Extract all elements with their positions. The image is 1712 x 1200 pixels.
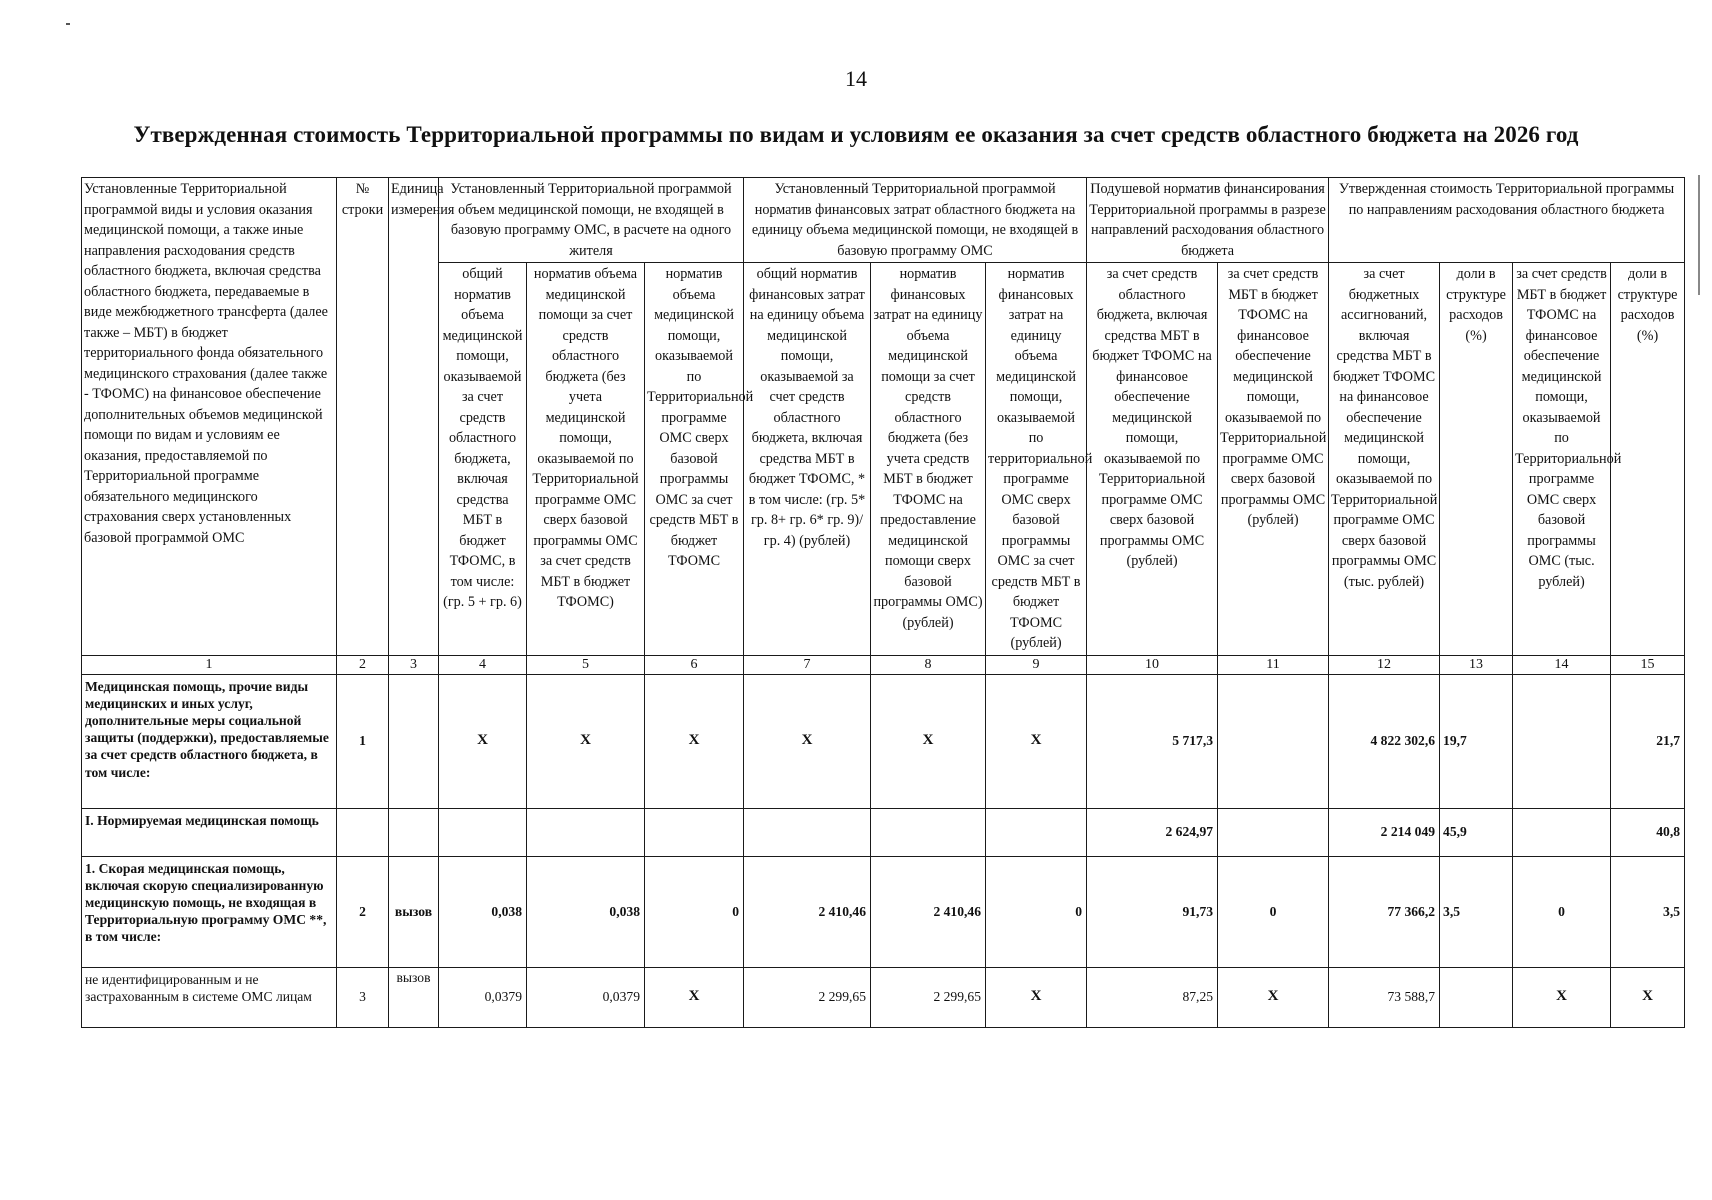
header-group-norm-text: Установленный Территориальной программой норматив финансовых затрат областного бюджета на единицу объема медицинской помощи, не входящей в базовую программу ОМС	[751, 181, 1079, 259]
header-col5-text: норматив объема медицинской помощи за счет средств областного бюджета (без учета медицинской помощи, оказываемой по Территориальной программе ОМС сверх базовой программы ОМС за счет средств МБТ в бюджет ТФОМС)	[532, 266, 639, 610]
table-row-normalized	[82, 808, 1685, 856]
header-col8-text: норматив финансовых затрат на единицу объема медицинской помощи за счет средств областного бюджета (без учета средств МБТ в бюджет ТФОМС на предоставление медицинской помощи сверх базовой программы ОМС) (рублей)	[873, 266, 983, 631]
cell-col6: 0	[645, 856, 744, 967]
column-number: 10	[1087, 655, 1218, 674]
cell-col4: 0,0379	[439, 967, 527, 1027]
row-name: не идентифицированным и не застрахованным в системе ОМС лицам	[82, 967, 337, 1027]
cell-col5	[527, 808, 645, 856]
header-col14	[1513, 263, 1622, 656]
cell-col13: 3,5	[1440, 856, 1513, 967]
table-row-ambulance	[82, 856, 1685, 967]
cell-col14	[1513, 674, 1611, 808]
header-col3-text: Единица измерения	[391, 181, 455, 218]
cell-col15: Х	[1611, 967, 1685, 1027]
table-row-uninsured	[82, 967, 1685, 1027]
row-name: I. Нормируемая медицинская помощь	[82, 808, 337, 856]
cell-col12: 77 366,2	[1329, 856, 1440, 967]
header-group-percapita	[1087, 178, 1329, 263]
column-number: 9	[986, 655, 1087, 674]
page-title: Утвержденная стоимость Территориальной программы по видам и условиям ее оказания за счет средств областного бюджета на 2026 год	[133, 122, 1579, 147]
cell-col7: 2 410,46	[744, 856, 871, 967]
cell-col4: Х	[439, 674, 527, 808]
row-unit: вызов	[389, 967, 439, 1027]
header-col15-text: доли в структуре расходов (%)	[1617, 266, 1678, 344]
header-col13-text: доли в структуре расходов (%)	[1446, 266, 1506, 344]
header-group-cost	[1329, 178, 1685, 263]
cell-col10: 87,25	[1087, 967, 1218, 1027]
header-col6	[645, 263, 754, 656]
row-unit	[389, 674, 439, 808]
cell-col15: 40,8	[1611, 808, 1685, 856]
column-number: 1	[82, 655, 337, 674]
column-number: 3	[389, 655, 439, 674]
cell-col13: 19,7	[1440, 674, 1513, 808]
scan-edge-line	[1698, 175, 1700, 295]
row-name: Медицинская помощь, прочие виды медицинских и иных услуг, дополнительные меры социальной защиты (поддержки), предоставляемые за счет средств областного бюджета, в том числе:	[82, 674, 337, 808]
column-number-row	[82, 655, 1685, 674]
cell-col8: 2 299,65	[871, 967, 986, 1027]
header-col13	[1440, 263, 1513, 656]
header-col11	[1218, 263, 1329, 656]
header-col14-text: за счет средств МБТ в бюджет ТФОМС на финансовое обеспечение медицинской помощи, оказываемой по Территориальной программе ОМС сверх базовой программы ОМС (тыс. рублей)	[1515, 266, 1622, 590]
header-col12	[1329, 263, 1440, 656]
row-line-number: 3	[337, 967, 389, 1027]
column-number: 4	[439, 655, 527, 674]
cell-col7	[744, 808, 871, 856]
cell-col12: 2 214 049	[1329, 808, 1440, 856]
cell-col12: 4 822 302,6	[1329, 674, 1440, 808]
row-name: 1. Скорая медицинская помощь, включая скорую специализированную медицинскую помощь, не входящая в Территориальную программу ОМС **, в том числе:	[82, 856, 337, 967]
cell-col15: 21,7	[1611, 674, 1685, 808]
cell-col7: 2 299,65	[744, 967, 871, 1027]
header-col4-text: общий норматив объема медицинской помощи, оказываемой за счет средств областного бюджета, включая средства МБТ в бюджет ТФОМС, в том числе: (гр. 5 + гр. 6)	[442, 266, 523, 610]
cell-col12: 73 588,7	[1329, 967, 1440, 1027]
header-col8	[871, 263, 986, 656]
column-number: 12	[1329, 655, 1440, 674]
header-col12-text: за счет бюджетных ассигнований, включая средства МБТ в бюджет ТФОМС на финансовое обеспечение медицинской помощи, оказываемой по Территориальной программе ОМС сверх базовой программы ОМС (тыс. рублей)	[1331, 266, 1438, 590]
cell-col10: 2 624,97	[1087, 808, 1218, 856]
column-number: 14	[1513, 655, 1611, 674]
header-col1-text: Установленные Территориальной программой виды и условия оказания медицинской помощи, а также иные направления расходования средств областного бюджета, включая средства областного бюджета, передаваемые в виде межбюджетного трансферта (далее также – МБТ) в бюджет территориального фонда обязательного медицинского страхования (далее также - ТФОМС) на финансовое обеспечение дополнительных объемов медицинской помощи по видам и условиям ее оказания, предоставляемой по Территориальной программе обязательного медицинского страхования сверх установленных базовой программой ОМС	[84, 181, 328, 546]
cell-col14: Х	[1513, 967, 1611, 1027]
cell-col9: Х	[986, 967, 1087, 1027]
column-number: 13	[1440, 655, 1513, 674]
cell-col14	[1513, 808, 1611, 856]
cell-col6	[645, 808, 744, 856]
cell-col10: 91,73	[1087, 856, 1218, 967]
cell-col9: Х	[986, 674, 1087, 808]
column-number: 11	[1218, 655, 1329, 674]
header-col3	[389, 178, 455, 656]
header-col9	[986, 263, 1093, 656]
header-group-norm	[744, 178, 1087, 263]
cell-col7: Х	[744, 674, 871, 808]
header-col1	[82, 178, 337, 656]
header-group-volume-text: Установленный Территориальной программой объем медицинской помощи, не входящей в базовую программу ОМС, в расчете на одного жителя	[450, 181, 732, 259]
column-number: 2	[337, 655, 389, 674]
header-col2-text: № строки	[341, 181, 384, 218]
header-col10	[1087, 263, 1218, 656]
column-number: 5	[527, 655, 645, 674]
column-number: 7	[744, 655, 871, 674]
header-col15	[1611, 263, 1685, 656]
cell-col4: 0,038	[439, 856, 527, 967]
cell-col5: 0,0379	[527, 967, 645, 1027]
cell-col6: Х	[645, 967, 744, 1027]
header-col7	[744, 263, 871, 656]
cell-col8	[871, 808, 986, 856]
cell-col5: Х	[527, 674, 645, 808]
cell-col8: Х	[871, 674, 986, 808]
header-row-groups	[82, 178, 1685, 263]
header-group-cost-text: Утвержденная стоимость Территориальной программы по направлениям расходования областного бюджета	[1338, 181, 1675, 218]
cell-col13: 45,9	[1440, 808, 1513, 856]
header-col7-text: общий норматив финансовых затрат на единицу объема медицинской помощи, оказываемой за счет средств областного бюджета, включая средства МБТ в бюджет ТФОМС, * в том числе: (гр. 5* гр. 8+ гр. 6* гр. 9)/гр. 4) (рублей)	[748, 266, 866, 549]
cell-col5: 0,038	[527, 856, 645, 967]
cell-col15: 3,5	[1611, 856, 1685, 967]
cell-col11	[1218, 808, 1329, 856]
cell-col6: Х	[645, 674, 744, 808]
header-group-volume	[439, 178, 744, 263]
cell-col10: 5 717,3	[1087, 674, 1218, 808]
row-unit: вызов	[389, 856, 439, 967]
header-col9-text: норматив финансовых затрат на единицу объема медицинской помощи, оказываемой по территориальной программе ОМС сверх базовой программы ОМС за счет средств МБТ в бюджет ТФОМС (рублей)	[988, 266, 1093, 651]
header-col11-text: за счет средств МБТ в бюджет ТФОМС на финансовое обеспечение медицинской помощи, оказываемой по Территориальной программе ОМС сверх базовой программы ОМС (рублей)	[1220, 266, 1327, 528]
cell-col11: 0	[1218, 856, 1329, 967]
cell-col9: 0	[986, 856, 1087, 967]
row-line-number: 1	[337, 674, 389, 808]
scan-speck	[66, 23, 70, 25]
header-col2	[337, 178, 389, 656]
header-col5	[527, 263, 645, 656]
page-number: 14	[845, 66, 867, 91]
row-line-number	[337, 808, 389, 856]
cell-col14: 0	[1513, 856, 1611, 967]
cell-col8: 2 410,46	[871, 856, 986, 967]
cost-table	[81, 177, 1685, 1028]
cell-col9	[986, 808, 1087, 856]
cell-col11: Х	[1218, 967, 1329, 1027]
header-group-percapita-text: Подушевой норматив финансирования Территориальной программы в разрезе направлений расходования областного бюджета	[1089, 181, 1326, 259]
row-line-number: 2	[337, 856, 389, 967]
header-col10-text: за счет средств областного бюджета, включая средства МБТ в бюджет ТФОМС на финансовое обеспечение медицинской помощи, оказываемой по Территориальной программе ОМС сверх базовой программы ОМС (рублей)	[1092, 266, 1212, 569]
header-col4	[439, 263, 527, 656]
cost-table-container	[81, 177, 1683, 1028]
row-unit	[389, 808, 439, 856]
cell-col4	[439, 808, 527, 856]
table-row-total	[82, 674, 1685, 808]
header-col6-text: норматив объема медицинской помощи, оказываемой по Территориальной программе ОМС сверх базовой программы ОМС за счет средств МБТ в бюджет ТФОМС	[647, 266, 754, 569]
column-number: 8	[871, 655, 986, 674]
column-number: 6	[645, 655, 744, 674]
cell-col13	[1440, 967, 1513, 1027]
column-number: 15	[1611, 655, 1685, 674]
cell-col11	[1218, 674, 1329, 808]
